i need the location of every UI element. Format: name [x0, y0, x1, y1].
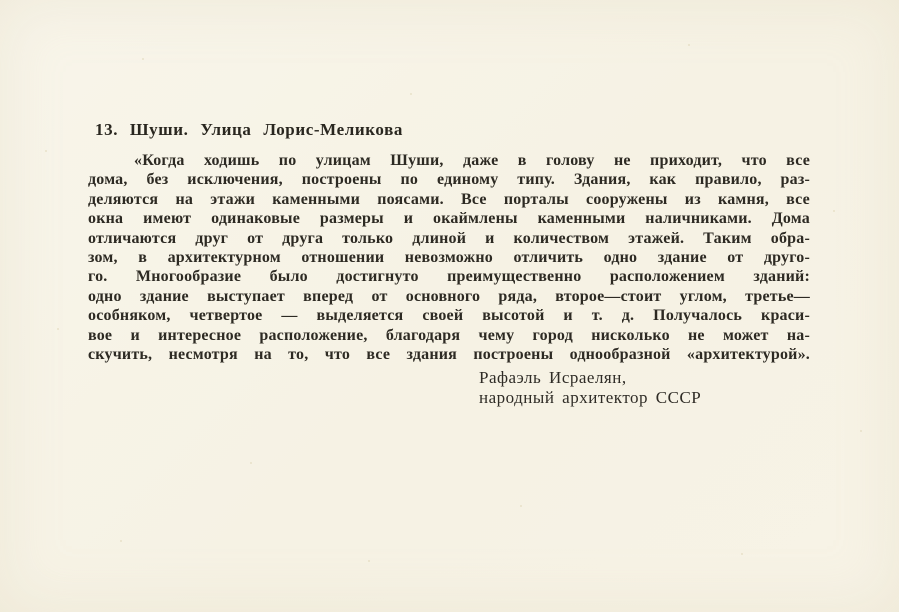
text-line: дома, без исключения, построены по единому типу. Здания, как правило, раз- [88, 171, 810, 189]
text-line: скучить, несмотря на то, что все здания построены однообразной «архитектурой». [88, 345, 810, 363]
signature-block [479, 368, 701, 407]
signature-author: Рафаэль Исраелян, [479, 368, 627, 387]
text-line: го. Многообразие было достигнуто преимущественно расположением зданий: [88, 268, 810, 286]
text-line: вое и интересное расположение, благодаря чему город нисколько не может на- [88, 326, 810, 344]
text-line: отличаются друг от друга только длиной и количеством этажей. Таким обра- [88, 229, 810, 247]
text-line: деляются на этажи каменными поясами. Все порталы сооружены из камня, все [88, 190, 810, 208]
text-line: зом, в архитектурном отношении невозможно отличить одно здание от друго- [88, 248, 810, 266]
text-line: особняком, четвертое — выделяется своей высотой и т. д. Получалось краси- [88, 307, 810, 325]
quote-paragraph [88, 151, 810, 364]
signature-role: народный архитектор СССР [479, 387, 702, 407]
page-title: 13. Шуши. Улица Лорис-Меликова [95, 120, 403, 139]
text-line: окна имеют одинаковые размеры и окаймлены каменными наличниками. Дома [88, 210, 810, 228]
text-line: одно здание выступает вперед от основного ряда, второе—стоит углом, третье— [88, 287, 810, 305]
text-line: «Когда ходишь по улицам Шуши, даже в голову не приходит, что все [134, 152, 810, 169]
